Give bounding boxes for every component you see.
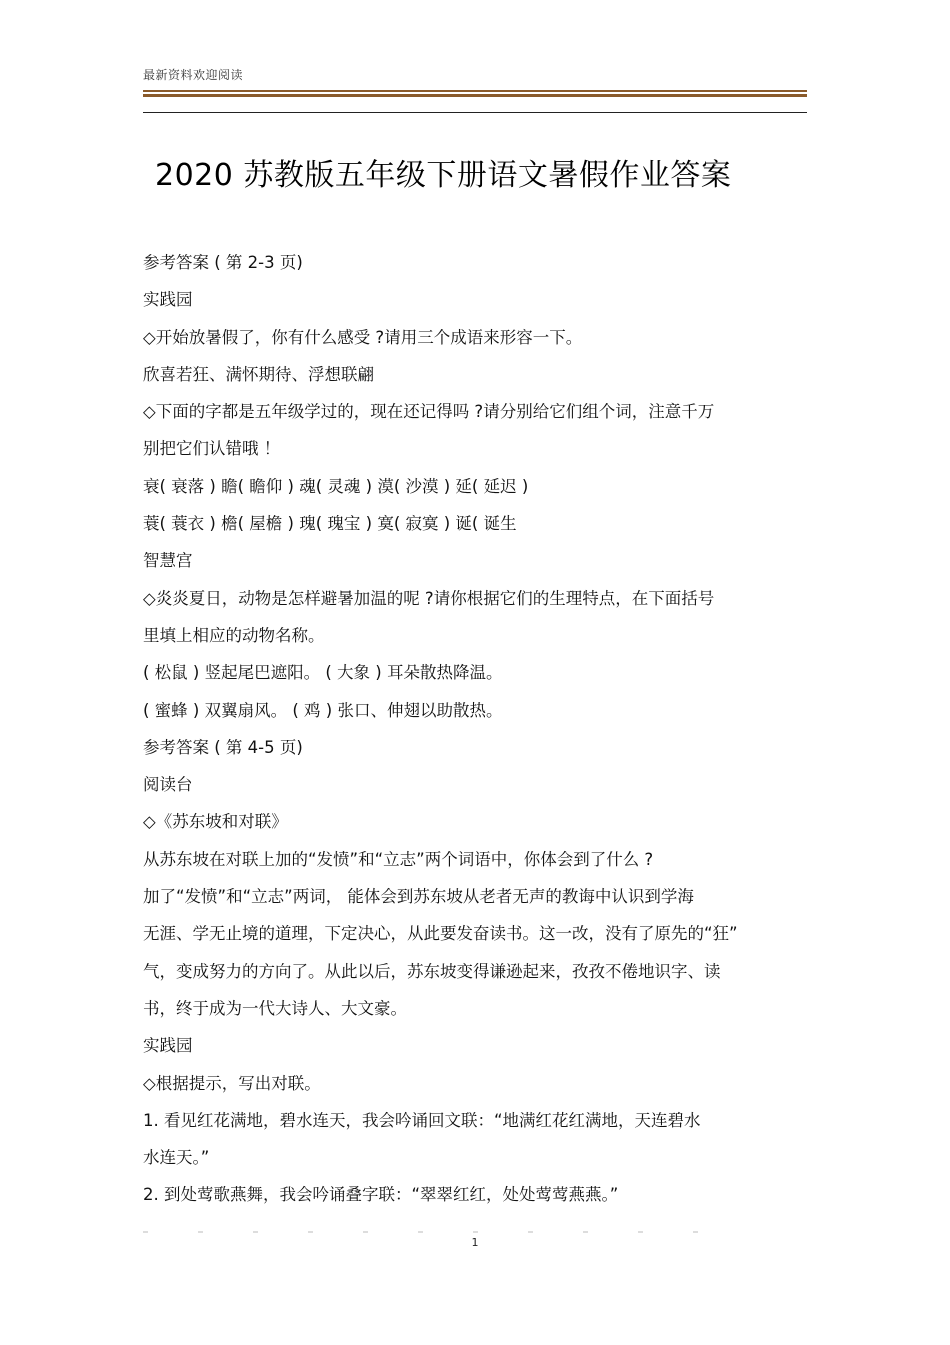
body-line: 衰( 衰落 ) 瞻( 瞻仰 ) 魂( 灵魂 ) 漠( 沙漠 ) 延( 延迟 ) (143, 476, 529, 496)
header-rule-thin (143, 112, 807, 113)
body-line: ◇炎炎夏日，动物是怎样避暑加温的呢 ?请你根据它们的生理特点，在下面括号 (143, 588, 715, 608)
body-line: ( 松鼠 ) 竖起尾巴遮阳。 ( 大象 ) 耳朵散热降温。 (143, 663, 503, 683)
header-rule-thick (143, 94, 807, 97)
body-line: 欣喜若狂、满怀期待、浮想联翩 (143, 364, 374, 384)
body-line: 阅读台 (143, 775, 193, 795)
body-line: 无涯、学无止境的道理，下定决心，从此要发奋读书。这一改，没有了原先的“狂” (143, 924, 738, 944)
cut-off-line-fragment (143, 1219, 793, 1233)
body-line: 水连天。” (143, 1148, 210, 1168)
body-line: 气，变成努力的方向了。从此以后，苏东坡变得谦逊起来，孜孜不倦地识字、读 (143, 961, 721, 981)
body-line: 书，终于成为一代大诗人、大文豪。 (143, 998, 407, 1018)
body-line: 参考答案 ( 第 4-5 页) (143, 737, 303, 757)
body-line: 从苏东坡在对联上加的“发愤”和“立志”两个词语中，你体会到了什么 ? (143, 849, 654, 869)
body-line: 加了“发愤”和“立志”两词， 能体会到苏东坡从老者无声的教诲中认识到学海 (143, 887, 694, 907)
body-line: ◇开始放暑假了，你有什么感受 ?请用三个成语来形容一下。 (143, 327, 583, 347)
body-line: 2. 到处莺歌燕舞，我会吟诵叠字联：“翠翠红红，处处莺莺燕燕。” (143, 1185, 619, 1205)
body-line: ◇根据提示，写出对联。 (143, 1073, 321, 1093)
body-line: 1. 看见红花满地，碧水连天，我会吟诵回文联：“地满红花红满地，天连碧水 (143, 1110, 701, 1130)
header-text: 最新资料欢迎阅读 (143, 68, 244, 82)
body-line: 实践园 (143, 290, 193, 310)
body-line: 别把它们认错哦 ！ (143, 439, 281, 459)
body-line: 里填上相应的动物名称。 (143, 625, 325, 645)
document-title: 2020 苏教版五年级下册语文暑假作业答案 (155, 158, 732, 194)
page-number: 1 (471, 1236, 479, 1249)
header-rule-top (143, 90, 807, 92)
body-line: 智慧宫 (143, 551, 193, 571)
body-line: ◇《苏东坡和对联》 (143, 812, 288, 832)
body-line: 实践园 (143, 1036, 193, 1056)
document-body (143, 244, 793, 1214)
body-line: 蓑( 蓑衣 ) 檐( 屋檐 ) 瑰( 瑰宝 ) 寞( 寂寞 ) 诞( 诞生 (143, 514, 517, 534)
body-line: 参考答案 ( 第 2-3 页) (143, 253, 303, 272)
body-line: ( 蜜蜂 ) 双翼扇风。 ( 鸡 ) 张口、伸翅以助散热。 (143, 700, 503, 720)
body-line: ◇下面的字都是五年级学过的，现在还记得吗 ?请分别给它们组个词，注意千万 (143, 402, 715, 422)
